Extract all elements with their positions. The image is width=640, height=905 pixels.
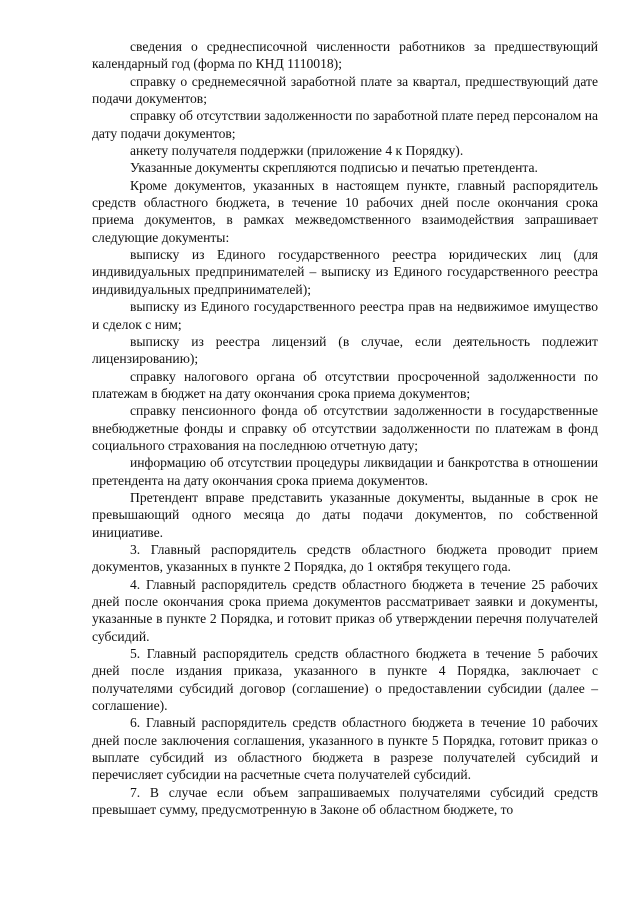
paragraph-license-registry-extract: выписку из реестра лицензий (в случае, если деятельность подлежит лицензированию); — [92, 333, 598, 367]
paragraph-support-questionnaire: анкету получателя поддержки (приложение 4 к Порядку). — [130, 143, 464, 159]
paragraph-clause-4: 4. Главный распорядитель средств областного бюджета в течение 25 рабочих дней после окончания срока приема документов рассматривает заявки и документы, указанные в пункте 2 Порядка, и готовит приказ об утверждении перечня получателей субсидий. — [92, 576, 598, 644]
paragraph-average-salary: справку о среднемесячной заработной плате за квартал, предшествующий дате подачи документов; — [92, 73, 598, 107]
paragraph-egrul-extract: выписку из Единого государственного реестра юридических лиц (для индивидуальных предпринимателей – выписку из Единого государственного реестра индивидуальных предпринимателей); — [92, 247, 598, 297]
paragraph-clause-3: 3. Главный распорядитель средств областного бюджета проводит прием документов, указанных в пункте 2 Порядка, до 1 октября текущего года. — [92, 541, 598, 575]
paragraph-headcount-info: сведения о среднесписочной численности работников за предшествующий календарный год (форма по КНД 1110018); — [92, 39, 598, 72]
paragraph-property-registry-extract: выписку из Единого государственного реестра прав на недвижимое имущество и сделок с ним; — [92, 299, 598, 332]
paragraph-no-wage-arrears: справку об отсутствии задолженности по заработной плате перед персоналом на дату подачи документов; — [92, 108, 598, 141]
paragraph-applicant-initiative: Претендент вправе представить указанные документы, выданные в срок не превышающий одного месяца до даты подачи документов, по собственной инициативе. — [92, 489, 598, 540]
paragraph-pension-fund-certificate: справку пенсионного фонда об отсутствии задолженности в государственные внебюджетные фонды и справку об отсутствии задолженности по платежам в фонд социального страхования на последнюю отчетную дату; — [92, 403, 598, 453]
paragraph-tax-certificate: справку налогового органа об отсутствии просроченной задолженности по платежам в бюджет на дату окончания срока приема документов; — [92, 368, 598, 401]
paragraph-interagency-request: Кроме документов, указанных в настоящем пункте, главный распорядитель средств областного бюджета, в течение 10 рабочих дней после окончания срока приема документов, в рамках межведомственного взаимодействия запрашивает следующие документы: — [92, 177, 598, 245]
paragraph-signature-seal: Указанные документы скрепляются подписью и печатью претендента. — [130, 160, 538, 176]
paragraph-clause-5: 5. Главный распорядитель средств областного бюджета в течение 5 рабочих дней после издания приказа, указанного в пункте 4 Порядка, заключает с получателями субсидий договор (соглашение) о предоставлении субсидии (далее – соглашение). — [92, 646, 598, 714]
document-page — [92, 38, 598, 818]
paragraph-clause-7: 7. В случае если объем запрашиваемых получателями субсидий средств превышает сумму, предусмотренную в Законе об областном бюджете, то — [92, 784, 598, 818]
paragraph-clause-6: 6. Главный распорядитель средств областного бюджета в течение 10 рабочих дней после заключения соглашения, указанного в пункте 5 Порядка, готовит приказ о выплате субсидий из областного бюджета в разрезе получателей субсидий и перечисляет субсидии на расчетные счета получателей субсидий. — [92, 715, 598, 783]
paragraph-liquidation-info: информацию об отсутствии процедуры ликвидации и банкротства в отношении претендента на дату окончания срока приема документов. — [92, 455, 598, 488]
